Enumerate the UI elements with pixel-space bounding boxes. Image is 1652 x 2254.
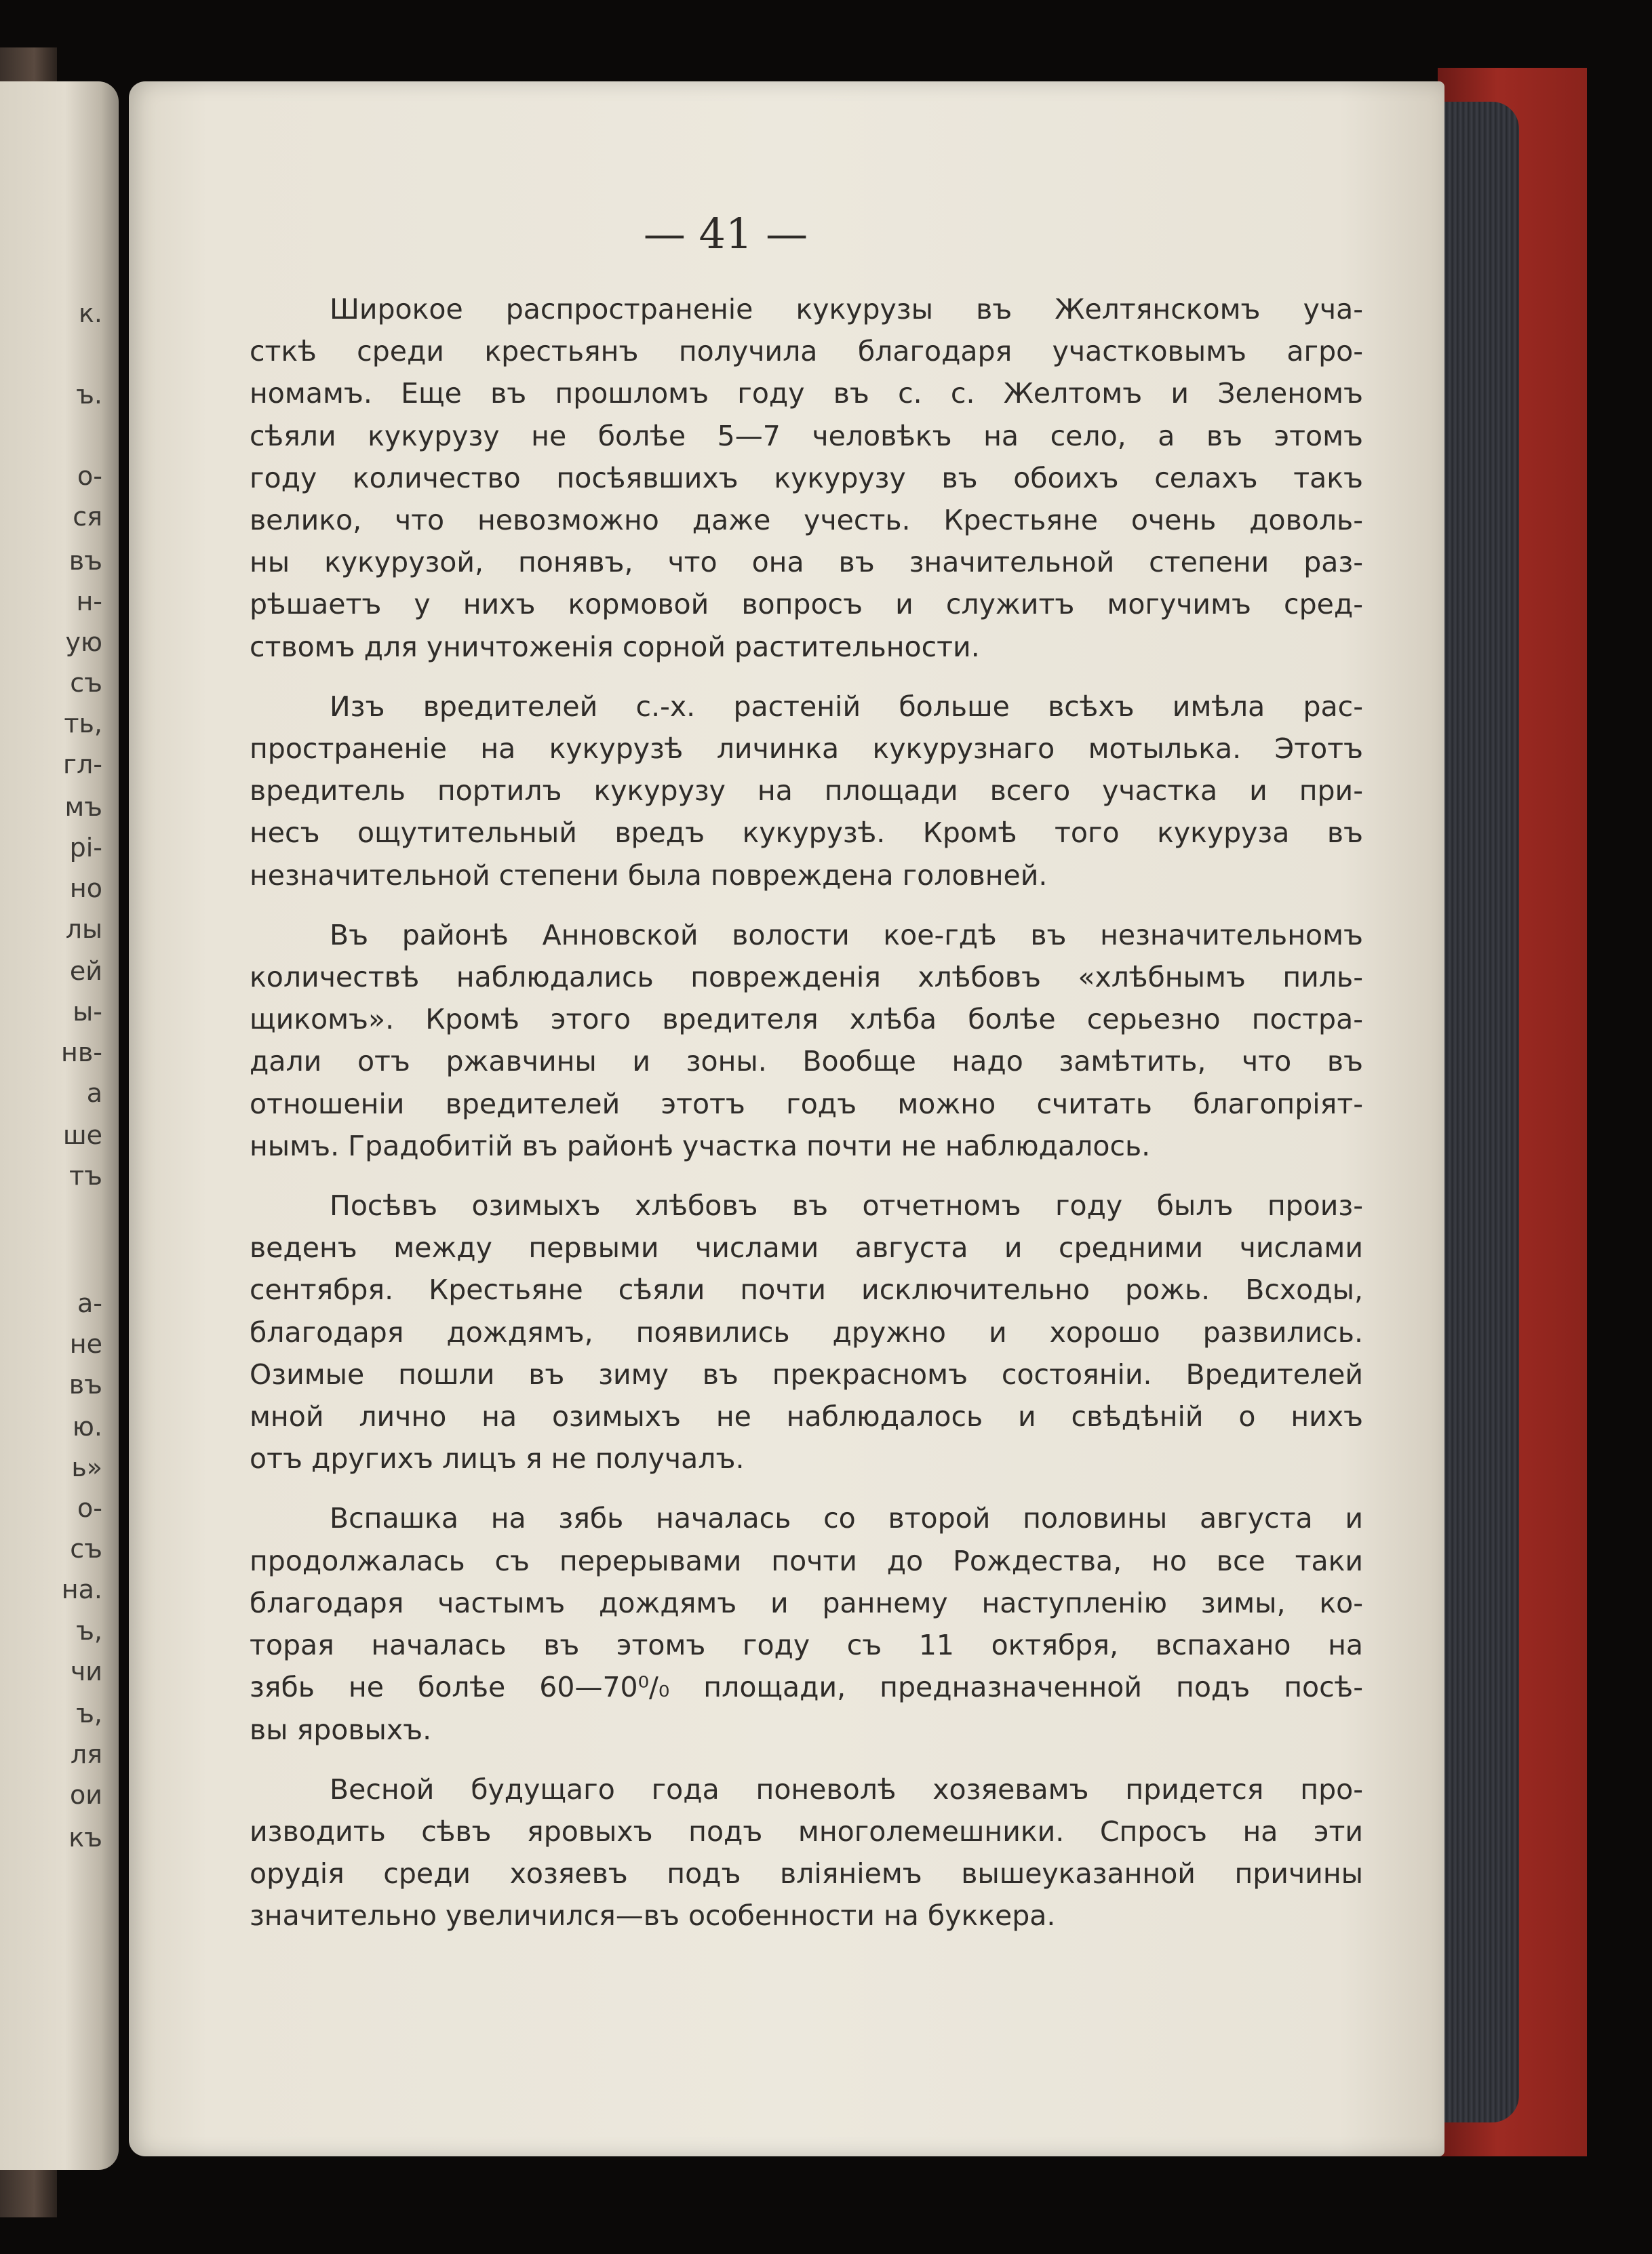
text-line: благодаря частымъ дождямъ и раннему наступленiю зимы, ко- — [250, 1586, 1363, 1619]
text-line: пространенiе на кукурузѣ личинка кукурузнаго мотылька. Этотъ — [250, 732, 1363, 766]
text-line: ствомъ для уничтоженiя сорной растительности. — [250, 630, 980, 663]
left-page-fragment-text: ть, — [64, 709, 102, 738]
left-page-fragment-text: тъ — [69, 1161, 102, 1191]
text-line: веденъ между первыми числами августа и средними числами — [250, 1231, 1363, 1265]
text-line: сентября. Крестьяне сѣяли почти исключительно рожь. Всходы, — [250, 1273, 1363, 1307]
left-page-fragment-text: ся — [73, 502, 102, 532]
left-page-fragment-text: ъ, — [76, 1699, 102, 1728]
left-page-fragment-text: к. — [78, 298, 102, 328]
left-page-fragment-text: ь» — [71, 1452, 102, 1482]
text-line: Широкое распространенiе кукурузы въ Желтянскомъ уча- — [330, 293, 1363, 325]
left-page-fragment-text: ю. — [72, 1412, 102, 1442]
left-page-fragment-text: гл- — [63, 749, 102, 779]
left-page-fragment-text: на. — [61, 1575, 102, 1604]
text-line: сѣяли кукурузу не болѣе 5—7 человѣкъ на село, а въ этомъ — [250, 419, 1363, 452]
left-page-fragment-text: ей — [69, 956, 102, 986]
left-page-fragment-text: рi- — [69, 833, 102, 863]
paragraph — [250, 1185, 1363, 1480]
paragraph — [250, 288, 1363, 668]
left-page-fragment-text: къ — [68, 1823, 102, 1853]
text-line: сткѣ среди крестьянъ получила благодаря участковымъ агро- — [250, 335, 1363, 368]
text-line: Посѣвъ озимыхъ хлѣбовъ въ отчетномъ году былъ произ- — [330, 1189, 1363, 1223]
left-page-fragment-text: лы — [65, 914, 102, 944]
left-page-fragment-text: но — [69, 873, 102, 903]
text-line: зябь не болѣе 60—70⁰/₀ площади, предназначенной подъ посѣ- — [250, 1671, 1363, 1704]
left-page-fragment-text: въ — [68, 1370, 102, 1400]
left-page-fragment-text: ля — [70, 1739, 102, 1769]
text-line: вы яровыхъ. — [250, 1713, 432, 1746]
page-number: — 41 — — [643, 209, 808, 258]
left-page-fragment — [0, 81, 119, 2170]
text-line: отношенiи вредителей этотъ годъ можно считать благопрiят- — [250, 1087, 1363, 1120]
text-line: вредитель портилъ кукурузу на площади всего участка и при- — [250, 774, 1363, 808]
text-line: незначительной степени была повреждена головней. — [250, 858, 1048, 892]
left-page-fragment-text: ъ. — [76, 380, 102, 410]
left-page-fragment-text: а — [86, 1078, 102, 1108]
left-page-fragment-text: въ — [68, 546, 102, 576]
left-page-fragment-text: съ — [70, 668, 102, 698]
text-line: году количество посѣявшихъ кукурузу въ обоихъ селахъ такъ — [250, 461, 1363, 494]
text-line: несъ ощутительный вредъ кукурузѣ. Кромѣ того кукуруза въ — [250, 816, 1363, 850]
left-page-fragment-text: мъ — [64, 792, 102, 822]
left-page-fragment-text: ую — [65, 627, 102, 657]
left-page-fragment-text: нв- — [61, 1037, 102, 1067]
left-page-fragment-text: не — [69, 1329, 102, 1359]
page-body-text — [250, 288, 1363, 1955]
left-page-fragment-text: о- — [77, 1493, 102, 1523]
text-line: отъ другихъ лицъ я не получалъ. — [250, 1442, 745, 1476]
text-line: дали отъ ржавчины и зоны. Вообще надо замѣтить, что въ — [250, 1045, 1363, 1078]
left-page-fragment-text: ои — [70, 1780, 102, 1810]
text-line: рѣшаетъ у нихъ кормовой вопросъ и служитъ могучимъ сред- — [250, 588, 1363, 621]
text-line: велико, что невозможно даже учесть. Крестьяне очень доволь- — [250, 504, 1363, 537]
left-page-fragment-text: чи — [70, 1657, 102, 1686]
text-line: количествѣ наблюдались поврежденiя хлѣбовъ «хлѣбнымъ пиль- — [250, 961, 1363, 994]
paragraph — [250, 686, 1363, 896]
text-line: изводить сѣвъ яровыхъ подъ многолемешники. Спросъ на эти — [250, 1815, 1363, 1848]
left-page-fragment-text: н- — [76, 587, 102, 616]
text-line: Изъ вредителей с.-х. растенiй больше всѣхъ имѣла рас- — [330, 690, 1363, 723]
text-line: нымъ. Градобитiй въ районѣ участка почти не наблюдалось. — [250, 1129, 1151, 1162]
book-page — [129, 81, 1444, 2156]
paragraph — [250, 1768, 1363, 1937]
text-line: ны кукурузой, понявъ, что она въ значительной степени раз- — [250, 546, 1363, 579]
left-page-fragment-text: ше — [62, 1120, 102, 1150]
text-line: Весной будущаго года поневолѣ хозяевамъ придется про- — [330, 1773, 1363, 1806]
text-line: Озимые пошли въ зиму въ прекрасномъ состоянiи. Вредителей — [250, 1358, 1363, 1391]
left-page-fragment-text: ъ, — [76, 1616, 102, 1646]
text-line: Вспашка на зябь началась со второй половины августа и — [330, 1502, 1363, 1535]
text-line: благодаря дождямъ, появились дружно и хорошо развились. — [250, 1316, 1363, 1349]
text-line: номамъ. Еще въ прошломъ году въ с. с. Желтомъ и Зеленомъ — [250, 377, 1363, 410]
text-line: щикомъ». Кромѣ этого вредителя хлѣба болѣе серьезно постра- — [250, 1003, 1363, 1036]
text-line: Въ районѣ Анновской волости кое-гдѣ въ незначительномъ — [330, 918, 1363, 951]
left-page-fragment-text: съ — [70, 1534, 102, 1564]
left-page-fragment-text: а- — [77, 1288, 102, 1318]
paragraph — [250, 1497, 1363, 1750]
text-line: орудiя среди хозяевъ подъ влiянiемъ вышеуказанной причины — [250, 1857, 1363, 1891]
text-line: продолжалась съ перерывами почти до Рождества, но все таки — [250, 1544, 1363, 1577]
paragraph — [250, 914, 1363, 1167]
left-page-fragment-text: о- — [77, 461, 102, 491]
text-line: торая началась въ этомъ году съ 11 октября, вспахано на — [250, 1629, 1363, 1662]
text-line: мной лично на озимыхъ не наблюдалось и свѣдѣнiй о нихъ — [250, 1400, 1363, 1434]
text-line: значительно увеличился—въ особенности на буккера. — [250, 1899, 1056, 1933]
left-page-fragment-text: ы- — [73, 997, 102, 1027]
